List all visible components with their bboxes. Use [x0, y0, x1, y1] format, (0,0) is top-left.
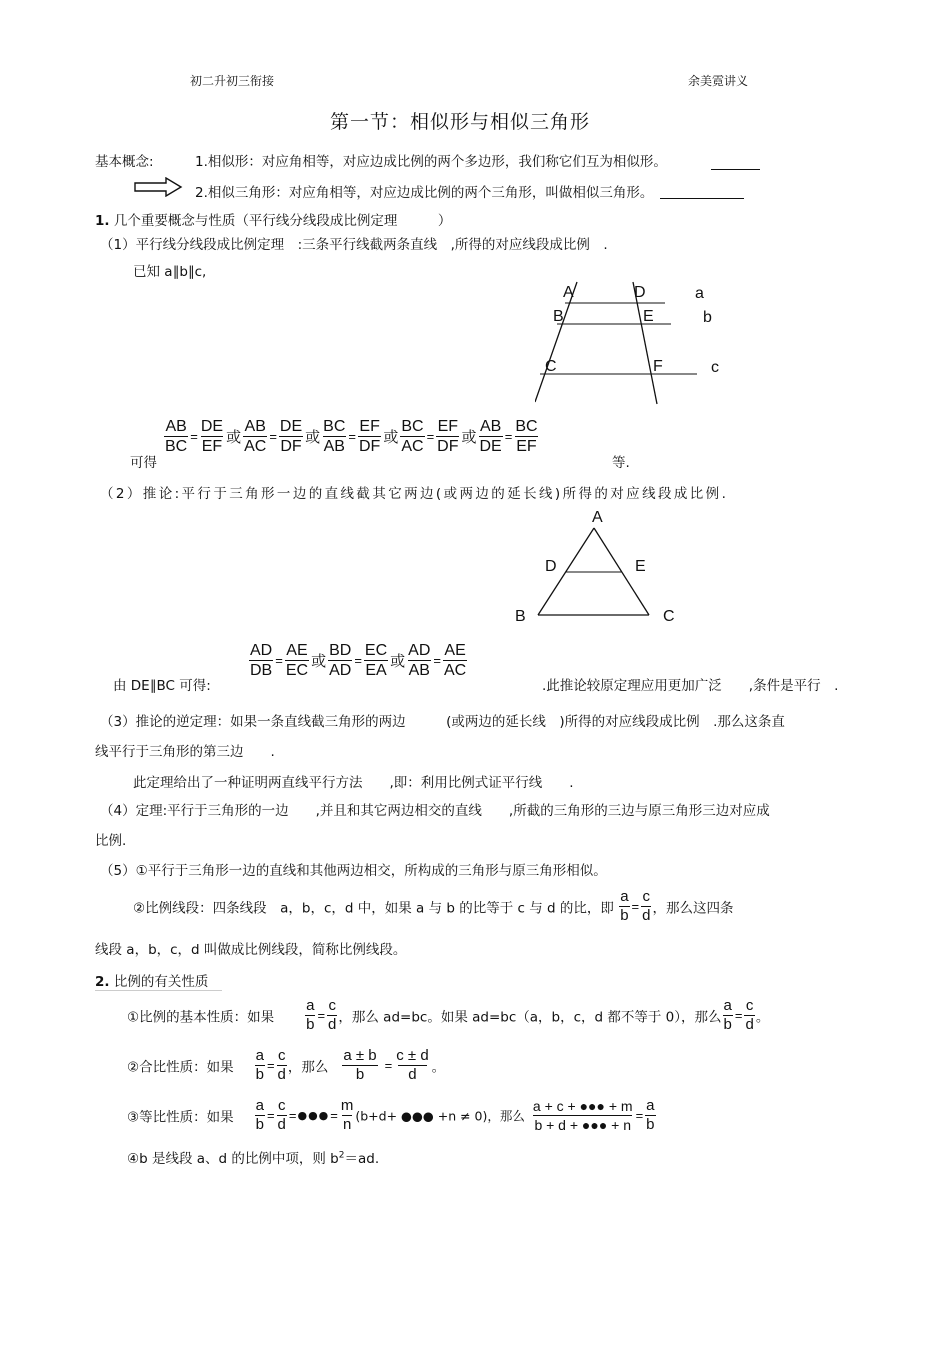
converse-line-2: 线平行于三角形的第三边 . [95, 744, 275, 760]
fraction: $\frac{EC}{EA}$ [364, 642, 388, 679]
property-mean-proportional: ④b 是线段 a、d 的比例中项，则 $b^2=ad$. [127, 1150, 380, 1167]
theorem-4-line-1: （4）定理:平行于三角形的一边 ,并且和其它两边相交的直线 ,所截的三角形的三边与原三角形三边对应成 [100, 803, 770, 819]
concept-item-1: 1.相似形：对应角相等，对应边成比例的两个多边形，我们称它们互为相似形。 [195, 154, 667, 170]
point-c: C [545, 358, 557, 375]
fraction: $\frac{AE}{AC}$ [443, 642, 467, 679]
ellipsis-dots: ●●● [297, 1109, 330, 1122]
point-e: E [643, 308, 654, 325]
fraction: $\frac{a + c + ●●● + m}{b + d + ●●● + n}$ [532, 1098, 633, 1133]
fraction: $\frac{BC}{AC}$ [401, 418, 424, 455]
known-parallel: 已知 a∥b∥c, [133, 264, 207, 280]
fraction: $\frac{DE}{EF}$ [200, 418, 224, 455]
fraction: $\frac{AB}{DE}$ [479, 418, 502, 455]
theorem-4-line-2: 比例. [95, 833, 127, 849]
fraction: $\frac{BD}{AD}$ [329, 642, 352, 679]
fraction: $\frac{BC}{EF}$ [515, 418, 538, 455]
fraction: $\frac{a}{b}$ [306, 997, 315, 1033]
fraction: $\frac{DE}{DF}$ [279, 418, 303, 455]
property-addition: ②合比性质：如果 $\frac{a}{b}$ = $\frac{c}{d}$ ，那么 $\frac{a \pm b}{b}$ = $\frac{c \pm d}{d}$ 。 [127, 1047, 446, 1083]
fraction: $\frac{a}{b}$ [723, 997, 732, 1033]
theorem-5: （5）①平行于三角形一边的直线和其他两边相交，所构成的三角形与原三角形相似。 [100, 863, 607, 879]
fraction: $\frac{AD}{AB}$ [408, 642, 431, 679]
section-1-heading [95, 209, 451, 229]
you-label: 由 DE∥BC 可得: [113, 678, 211, 694]
fraction: $\frac{BC}{AB}$ [323, 418, 346, 455]
deng-label: 等. [612, 455, 630, 471]
fraction: $\frac{AB}{AC}$ [244, 418, 267, 455]
line-c-label: c [711, 359, 719, 376]
corollary-2: （2）推论:平行于三角形一边的直线截其它两边(或两边的延长线)所得的对应线段成比例. [100, 486, 729, 502]
fraction: $\frac{c}{d}$ [277, 1097, 286, 1133]
section-2-heading [95, 970, 222, 991]
converse-note: 此定理给出了一种证明两直线平行方法 ,即：利用比例式证平行线 . [133, 775, 574, 791]
converse-line-1: （3）推论的逆定理：如果一条直线截三角形的两边 (或两边的延长线 )所得的对应线段成比例 .那么这条直 [100, 714, 785, 730]
header-right: 余美霓讲义 [688, 74, 749, 88]
point-d: D [545, 558, 557, 575]
point-b: B [515, 608, 526, 625]
line-b-label: b [703, 309, 712, 326]
fraction: $\frac{a}{b}$ [646, 1097, 655, 1133]
property-basic: ①比例的基本性质：如果 $\frac{a}{b}$ = $\frac{c}{d}$ ，那么 ad=bc。如果 ad=bc（a，b，c，d 都不等于 0），那么 $\frac{a}{b}$ = $\frac{c}{d}$ 。 [127, 997, 770, 1033]
point-e: E [635, 558, 646, 575]
point-c: C [663, 608, 675, 625]
proportion-row-1: $\frac{AB}{BC}$ = $\frac{DE}{EF}$ 或 $\frac{AB}{AC}$ = $\frac{DE}{DF}$ 或 $\frac{BC}{AB}$ = $\frac{EF}{DF}$ 或 $\frac{BC}{AC}$ = $\frac{EF}{DF}$ 或 $\frac{AB}{DE}$ = $\frac{BC}{EF}$ [165, 418, 538, 455]
concept-item-2: 2.相似三角形：对应角相等，对应边成比例的两个三角形，叫做相似三角形。 [195, 185, 654, 201]
corollary-note: .此推论较原定理应用更加广泛 ,条件是平行 . [542, 678, 839, 694]
fraction: $\frac{EF}{DF}$ [358, 418, 381, 455]
ke-de-label: 可得 [130, 455, 157, 471]
fraction: $\frac{a}{b}$ [255, 1097, 264, 1133]
fraction: $\frac{m}{n}$ [340, 1097, 354, 1133]
fraction: $\frac{a}{b}$ [255, 1047, 264, 1083]
section-title: 比例的有关性质 [113, 974, 209, 990]
fraction: $\frac{c \pm d}{d}$ [396, 1047, 429, 1083]
section-number: 2. [95, 974, 110, 990]
underline [711, 169, 760, 170]
point-a: A [592, 509, 603, 526]
fraction: $\frac{c}{d}$ [328, 997, 337, 1033]
point-a: A [563, 284, 574, 301]
concepts-label: 基本概念: [95, 154, 154, 170]
fraction: $\frac{EF}{DF}$ [437, 418, 459, 455]
page-title: 第一节：相似形与相似三角形 [330, 111, 591, 133]
line-a-label: a [695, 285, 704, 302]
underline [660, 198, 744, 199]
point-b: B [553, 308, 564, 325]
arrow-right-icon [133, 177, 183, 197]
section-number: 1. [95, 213, 110, 229]
fraction: $\frac{a \pm b}{b}$ [343, 1047, 377, 1083]
point-d: D [634, 284, 646, 301]
proportional-segments-def: 线段 a，b，c，d 叫做成比例线段，简称比例线段。 [95, 942, 407, 958]
fraction: $\frac{c}{d}$ [277, 1047, 286, 1083]
fraction: $\frac{c}{d}$ [642, 888, 651, 924]
proportional-segments: ②比例线段：四条线段 a，b，c，d 中，如果 a 与 b 的比等于 c 与 d 的比，即 $\frac{a}{b}$ = $\frac{c}{d}$ ，那么这四条 [133, 888, 734, 924]
fraction: $\frac{a}{b}$ [620, 888, 629, 924]
fraction: $\frac{AB}{BC}$ [165, 418, 188, 455]
fraction: $\frac{AE}{EC}$ [285, 642, 309, 679]
header-left: 初二升初三衔接 [190, 74, 275, 88]
fraction: $\frac{AD}{DB}$ [250, 642, 273, 679]
property-equal-ratio: ③等比性质：如果 $\frac{a}{b}$ = $\frac{c}{d}$ =●●●= $\frac{m}{n}$ (b+d+ ●●● +n ≠ 0)，那么 $\frac{a + c + ●●● + m}{b + d + ●●● + n}$ = $\frac{a}{b}$ [127, 1097, 655, 1133]
fraction: $\frac{c}{d}$ [745, 997, 754, 1033]
proportion-row-2: $\frac{AD}{DB}$ = $\frac{AE}{EC}$ 或 $\frac{BD}{AD}$ = $\frac{EC}{EA}$ 或 $\frac{AD}{AB}$ = $\frac{AE}{AC}$ [250, 642, 467, 679]
theorem-1: （1）平行线分线段成比例定理 :三条平行线截两条直线 ,所得的对应线段成比例 . [100, 237, 608, 253]
point-f: F [653, 358, 663, 375]
section-title: 几个重要概念与性质（平行线分线段成比例定理 ） [113, 213, 452, 229]
